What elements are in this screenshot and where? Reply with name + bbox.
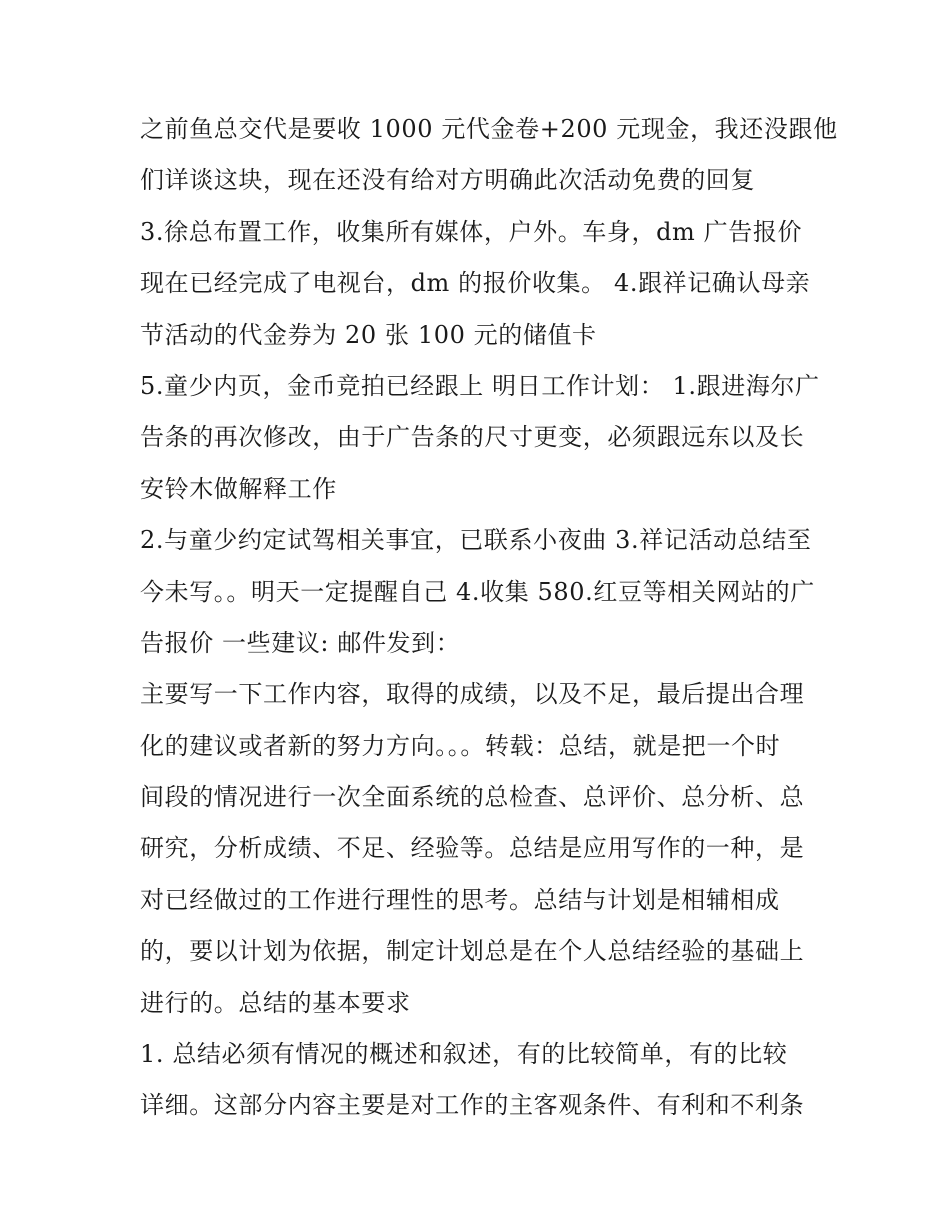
- text-line: 对已经做过的工作进行理性的思考。总结与计划是相辅相成: [140, 885, 780, 914]
- text-line: 进行的。总结的基本要求: [140, 988, 411, 1017]
- text-line: 安铃木做解释工作: [140, 474, 337, 503]
- text-line: 化的建议或者新的努力方向。。。转载：总结，就是把一个时: [140, 731, 781, 760]
- text-line: 们详谈这块，现在还没有给对方明确此次活动免费的回复: [140, 166, 755, 195]
- text-line: 现在已经完成了电视台，dm 的报价收集。 4.跟祥记确认母亲: [140, 269, 811, 298]
- text-line: 告报价 一些建议: 邮件发到：: [140, 628, 461, 657]
- text-line: 告条的再次修改，由于广告条的尺寸更变，必须跟远东以及长: [140, 423, 805, 452]
- text-line: 主要写一下工作内容，取得的成绩，以及不足，最后提出合理: [140, 680, 805, 709]
- text-line: 2.与童少约定试驾相关事宜，已联系小夜曲 3.祥记活动总结至: [140, 526, 812, 555]
- text-line: 间段的情况进行一次全面系统的总检查、总评价、总分析、总: [140, 783, 805, 812]
- text-line: 的，要以计划为依据，制定计划总是在个人总结经验的基础上: [140, 937, 805, 966]
- text-line: 5.童少内页，金币竞拍已经跟上 明日工作计划： 1.跟进海尔广: [140, 371, 820, 400]
- text-line: 今未写。。明天一定提醒自己 4.收集 580.红豆等相关网站的广: [140, 577, 815, 606]
- text-line: 节活动的代金券为 20 张 100 元的储值卡: [140, 320, 597, 349]
- text-line: 1. 总结必须有情况的概述和叙述，有的比较简单，有的比较: [140, 1040, 788, 1069]
- text-line: 研究，分析成绩、不足、经验等。总结是应用写作的一种，是: [140, 834, 805, 863]
- body-text: [140, 104, 838, 1132]
- text-line: 3.徐总布置工作，收集所有媒体，户外。车身，dm 广告报价: [140, 217, 803, 246]
- text-line: 详细。这部分内容主要是对工作的主客观条件、有利和不利条: [140, 1091, 805, 1120]
- text-line: 之前鱼总交代是要收 1000 元代金卷+200 元现金，我还没跟他: [140, 115, 838, 143]
